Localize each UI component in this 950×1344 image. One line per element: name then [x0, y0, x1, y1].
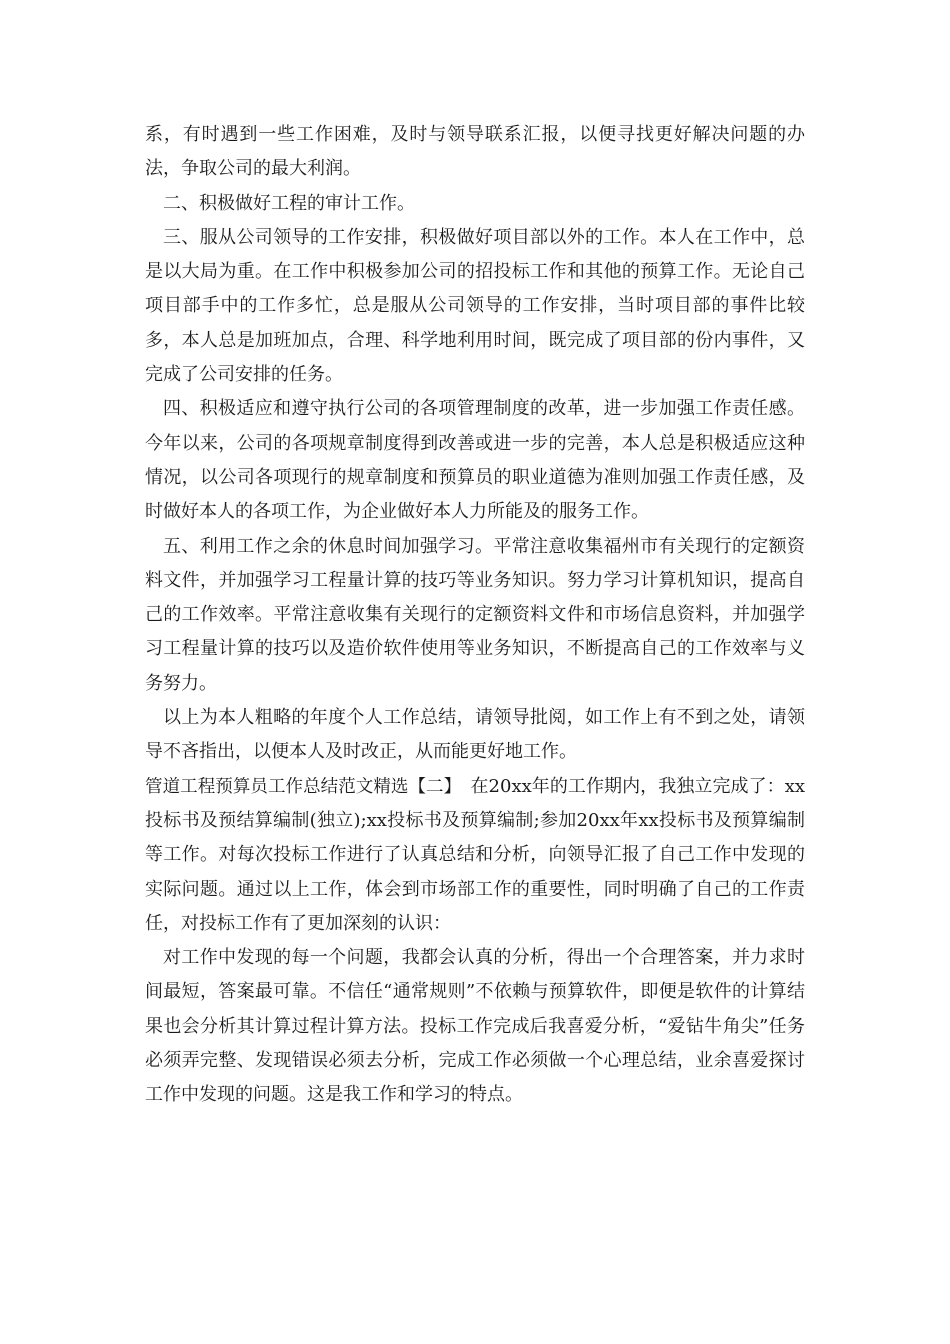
section-two-title: 管道工程预算员工作总结范文精选【二】: [145, 776, 453, 797]
paragraph-item-four: 四、积极适应和遵守执行公司的各项管理制度的改革，进一步加强工作责任感。今年以来，公司的各项规章制度得到改善或进一步的完善，本人总是积极适应这种情况，以公司各项现行的规章制度和预算员的职业道德为准则加强工作责任感，及时做好本人的各项工作，为企业做好本人力所能及的服务工作。: [145, 398, 805, 523]
paragraph-continuation: 系，有时遇到一些工作困难，及时与领导联系汇报，以便寻找更好解决问题的办法，争取公司的最大利润。: [145, 124, 805, 180]
paragraph-conclusion: 以上为本人粗略的年度个人工作总结，请领导批阅，如工作上有不到之处，请领导不吝指出，以便本人及时改正，从而能更好地工作。: [145, 707, 805, 763]
section-two-body: 在20xx年的工作期内，我独立完成了：xx投标书及预结算编制(独立);xx投标书及预算编制;参加20xx年xx投标书及预算编制等工作。对每次投标工作进行了认真总结和分析，向领导汇报了自己工作中发现的实际问题。通过以上工作，体会到市场部工作的重要性，同时明确了自己的工作责任，对投标工作有了更加深刻的认识：: [145, 775, 805, 934]
paragraph-closing: 对工作中发现的每一个问题，我都会认真的分析，得出一个合理答案，并力求时间最短，答案最可靠。不信任“通常规则”不依赖与预算软件，即便是软件的计算结果也会分析其计算过程计算方法。投标工作完成后我喜爱分析，“爱钻牛角尖”任务必须弄完整、发现错误必须去分析，完成工作必须做一个心理总结，业余喜爱探讨工作中发现的问题。这是我工作和学习的特点。: [145, 947, 805, 1106]
section-two-paragraph: [145, 770, 805, 941]
paragraph-item-two: 二、积极做好工程的审计工作。: [163, 192, 415, 214]
paragraph-item-three: 三、服从公司领导的工作安排，积极做好项目部以外的工作。本人在工作中，总是以大局为重。在工作中积极参加公司的招投标工作和其他的预算工作。无论自己项目部手中的工作多忙，总是服从公司领导的工作安排，当时项目部的事件比较多，本人总是加班加点，合理、科学地利用时间，既完成了项目部的份内事件，又完成了公司安排的任务。: [145, 226, 805, 386]
document-page: [145, 118, 805, 1113]
paragraph-item-five: 五、利用工作之余的休息时间加强学习。平常注意收集福州市有关现行的定额资料文件，并加强学习工程量计算的技巧等业务知识。努力学习计算机知识，提高自己的工作效率。平常注意收集有关现行的定额资料文件和市场信息资料，并加强学习工程量计算的技巧以及造价软件使用等业务知识，不断提高自己的工作效率与义务努力。: [145, 535, 805, 694]
